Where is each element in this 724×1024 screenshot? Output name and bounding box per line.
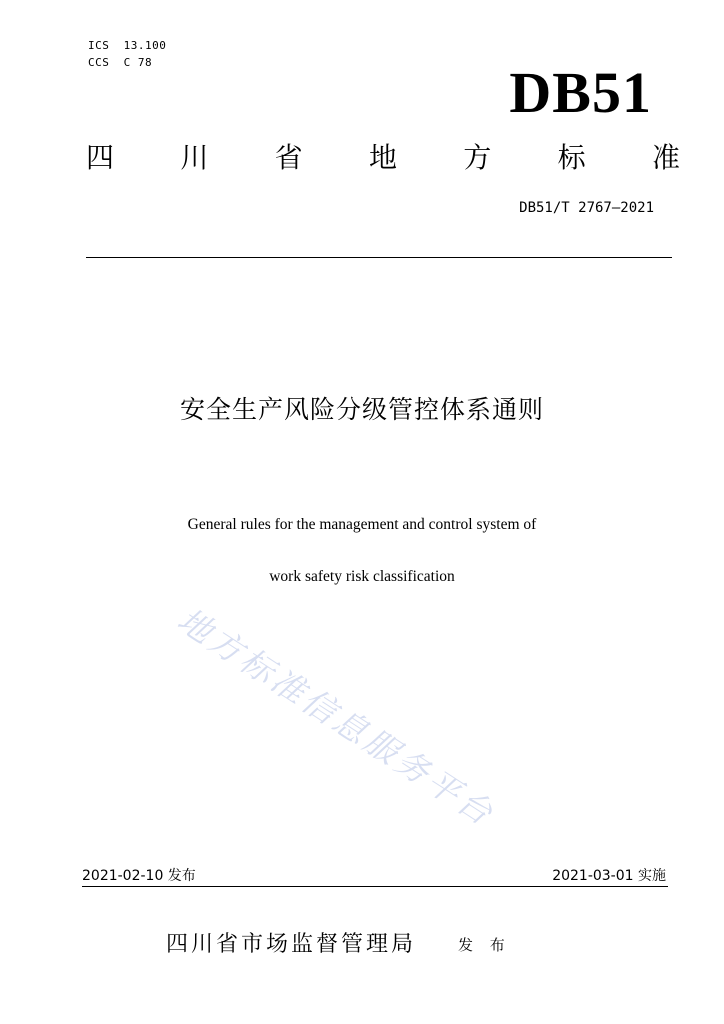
standard-type-char: 准: [651, 141, 680, 174]
date-row: [82, 866, 666, 886]
standard-type-char: 方: [463, 141, 492, 174]
issuer-row: [166, 930, 511, 960]
standard-type-char: 川: [180, 141, 209, 174]
publish-label: 发 布: [458, 936, 511, 954]
header-divider: [86, 257, 672, 258]
db-standard-mark: DB51: [509, 60, 652, 125]
standard-type-char: 四: [86, 141, 115, 174]
issuing-authority: 四川省市场监督管理局: [166, 932, 417, 957]
footer-divider: [82, 886, 668, 887]
ccs-code: CCS C 78: [88, 56, 153, 69]
ics-code: ICS 13.100: [88, 39, 167, 52]
document-title-english-line2: work safety risk classification: [269, 568, 455, 585]
document-title-chinese: 安全生产风险分级管控体系通则: [179, 395, 544, 424]
document-title-english-line1: General rules for the management and control system of: [187, 516, 537, 533]
standard-type-char: 标: [557, 141, 586, 174]
effective-date: 2021-03-01 实施: [552, 868, 666, 884]
standard-number: DB51/T 2767—2021: [519, 200, 654, 216]
standard-type-char: 省: [274, 141, 303, 174]
issue-date: 2021-02-10 发布: [82, 868, 196, 884]
platform-watermark: 地方标准信息服务平台: [170, 600, 503, 835]
standard-type-char: 地: [368, 141, 397, 174]
standard-type-heading: [86, 140, 680, 176]
classification-codes: [88, 37, 166, 71]
